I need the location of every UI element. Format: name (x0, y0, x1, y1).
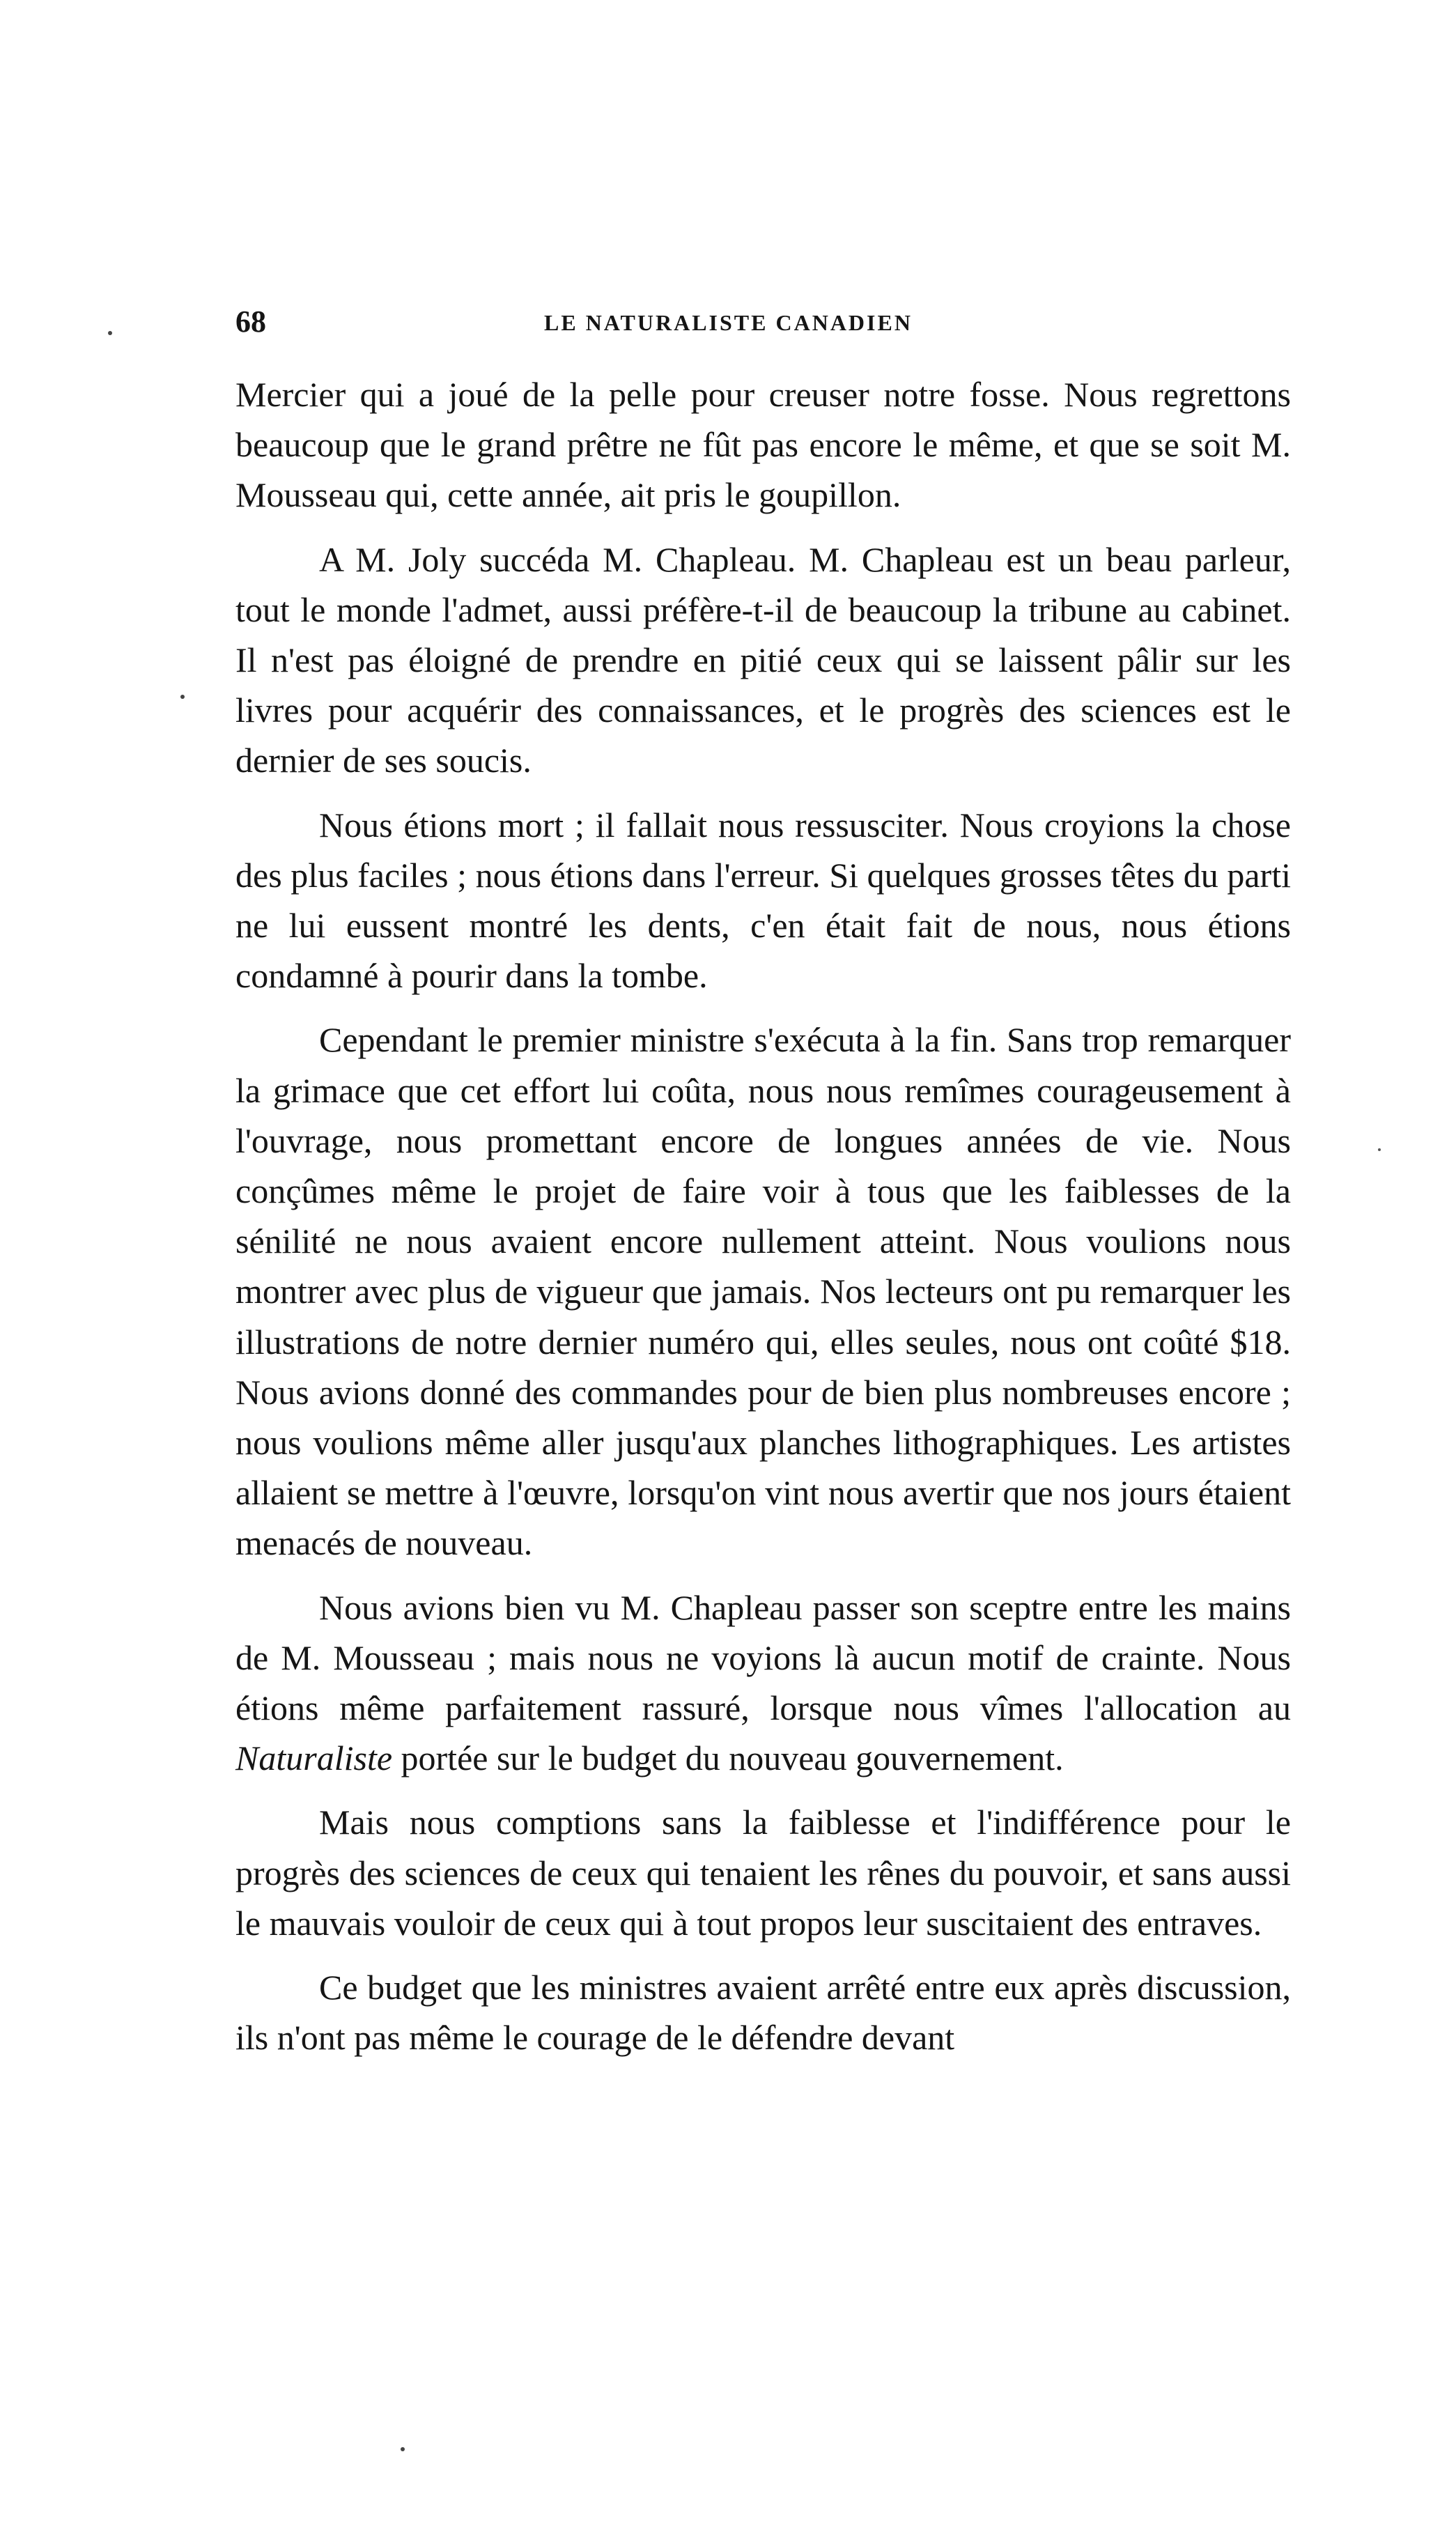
speck-left-margin-top (108, 331, 112, 335)
paragraph-5-start: Nous avions bien vu M. Chapleau passer son sceptre entre les mains de M. Mousseau ; mais nous ne voyions là aucun motif de crainte. Nous étions même parfaitement rassuré, lorsque nous vîmes l'allocation au (235, 1587, 1291, 1728)
paragraph-2: A M. Joly succéda M. Chapleau. M. Chapleau est un beau parleur, tout le monde l'admet, aussi préfère-t-il de beaucoup la tribune au cabinet. Il n'est pas éloigné de prendre en pitié ceux qui se laissent pâlir sur les livres pour acquérir des connaissances, et le progrès des sciences est le dernier de ses soucis. (235, 539, 1291, 780)
body-text (235, 369, 1291, 2063)
speck-right-margin (1378, 1148, 1381, 1151)
speck-bottom (401, 2447, 405, 2451)
speck-left-margin-mid (180, 695, 185, 699)
page-number: 68 (235, 304, 266, 339)
paragraph-6: Mais nous comptions sans la faiblesse et l'indifférence pour le progrès des sciences de ceux qui tenaient les rênes du pouvoir, et sans aussi le mauvais vouloir de ceux qui à tout propos leur suscitaient des entraves. (235, 1803, 1291, 1943)
paragraph-5-end: portée sur le budget du nouveau gouvernement. (392, 1738, 1064, 1778)
paragraph-1: Mercier qui a joué de la pelle pour creuser notre fosse. Nous regrettons beaucoup que le grand prêtre ne fût pas encore le même, et que se soit M. Mousseau qui, cette année, ait pris le goupillon. (235, 375, 1291, 515)
paragraph-5 (235, 1582, 1291, 1784)
paragraph-7: Ce budget que les ministres avaient arrêté entre eux après discussion, ils n'ont pas même le courage de le défendre devant (235, 1968, 1291, 2058)
paragraph-4: Cependant le premier ministre s'exécuta à la fin. Sans trop remarquer la grimace que cet effort lui coûta, nous nous remîmes courageusement à l'ouvrage, nous promettant encore de longues années de vie. Nous conçûmes même le projet de faire voir à tous que les faiblesses de la sénilité ne nous avaient encore nullement atteint. Nous voulions nous montrer avec plus de vigueur que jamais. Nos lecteurs ont pu remarquer les illustrations de notre dernier numéro qui, elles seules, nous ont coûté $18. Nous avions donné des commandes pour de bien plus nombreuses encore ; nous voulions même aller jusqu'aux planches lithographiques. Les artistes allaient se mettre à l'œuvre, lorsqu'on vint nous avertir que nos jours étaient menacés de nouveau. (235, 1020, 1291, 1563)
journal-name-italic: Naturaliste (235, 1738, 393, 1778)
journal-title: LE NATURALISTE CANADIEN (544, 310, 913, 335)
paragraph-3: Nous étions mort ; il fallait nous ressusciter. Nous croyions la chose des plus faciles ; nous étions dans l'erreur. Si quelques grosses têtes du parti ne lui eussent montré les dents, c'en était fait de nous, nous étions condamné à pourir dans la tombe. (235, 805, 1291, 996)
running-head (235, 301, 1291, 343)
